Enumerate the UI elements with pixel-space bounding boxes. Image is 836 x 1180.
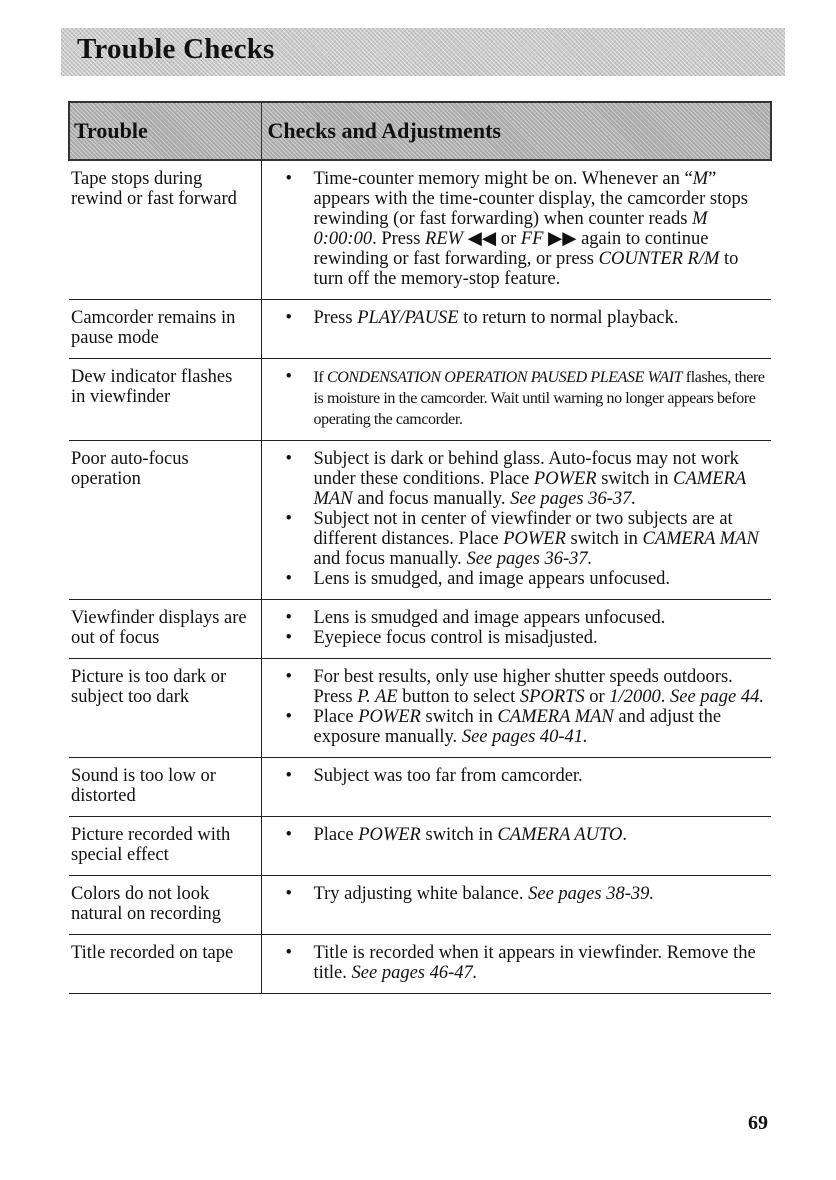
checks-list [262, 608, 768, 648]
check-item [262, 449, 768, 509]
check-text: PLAY/PAUSE [357, 308, 459, 328]
table-row [69, 600, 771, 659]
check-text: M [692, 169, 709, 189]
check-text: to turn off the memory-stop feature. [313, 249, 739, 289]
check-text: See pages 40-41. [461, 727, 588, 747]
trouble-cell: Sound is too low or distorted [69, 758, 261, 817]
check-text: If [313, 369, 327, 386]
check-item [262, 608, 768, 628]
check-text: . [622, 825, 627, 845]
check-text: or [584, 687, 610, 707]
check-text: POWER [358, 707, 421, 727]
checks-cell [261, 359, 771, 441]
check-text: 1/2000 [609, 687, 661, 707]
table-row [69, 359, 771, 441]
checks-cell [261, 300, 771, 359]
checks-list [262, 884, 768, 904]
check-text: See pages 46-47. [351, 963, 478, 983]
check-text: ▶▶ again to continue rewinding or fast forwarding, or press [313, 229, 709, 269]
checks-cell [261, 659, 771, 758]
check-text: CONDENSATION OPERATION PAUSED PLEASE WAIT [326, 369, 683, 386]
check-text: Try adjusting white balance. [313, 884, 529, 904]
table-row [69, 441, 771, 600]
check-text: Subject was too far from camcorder. [313, 766, 583, 786]
trouble-cell: Poor auto-focus operation [69, 441, 261, 600]
trouble-cell: Viewfinder displays are out of focus [69, 600, 261, 659]
check-item [262, 628, 768, 648]
trouble-cell: Picture is too dark or subject too dark [69, 659, 261, 758]
check-item [262, 169, 768, 289]
check-text: SPORTS [519, 687, 585, 707]
check-text: CAMERA MAN [642, 529, 759, 549]
checks-list [262, 825, 768, 845]
check-text: ◀◀ or [463, 229, 521, 249]
check-text: CAMERA MAN [313, 469, 746, 509]
check-item [262, 943, 768, 983]
table-header-row [69, 102, 771, 160]
check-item [262, 509, 768, 569]
check-text: FF [520, 229, 544, 249]
check-text: POWER [533, 469, 597, 489]
check-text: M 0:00:00 [313, 209, 708, 249]
check-text: COUNTER R/M [598, 249, 720, 269]
check-item [262, 707, 768, 747]
checks-list [262, 449, 768, 589]
check-item [262, 825, 768, 845]
check-text: and focus manually. [313, 549, 467, 569]
check-text: and adjust the exposure manually. [313, 707, 722, 747]
table-row [69, 300, 771, 359]
table-row [69, 659, 771, 758]
check-text: . Press [372, 229, 426, 249]
check-text: Place [313, 707, 359, 727]
check-text: POWER [503, 529, 566, 549]
table-row [69, 935, 771, 994]
check-text: Title is recorded when it appears in viewfinder. Remove the title. [313, 943, 756, 983]
check-item [262, 884, 768, 904]
check-text: . [660, 687, 670, 707]
check-text: switch in [596, 469, 674, 489]
check-text: Lens is smudged, and image appears unfocused. [313, 569, 671, 589]
check-item [262, 308, 768, 328]
check-item [262, 367, 768, 430]
check-text: POWER [358, 825, 421, 845]
checks-cell [261, 876, 771, 935]
check-item [262, 667, 768, 707]
table-row [69, 876, 771, 935]
check-text: Place [313, 825, 359, 845]
check-text: REW [425, 229, 464, 249]
page-banner [61, 28, 785, 76]
checks-list [262, 766, 768, 786]
trouble-cell: Camcorder remains in pause mode [69, 300, 261, 359]
check-text: switch in [420, 825, 498, 845]
checks-cell [261, 160, 771, 300]
checks-list [262, 308, 768, 328]
check-text: See pages 36-37. [510, 489, 636, 509]
checks-list [262, 169, 768, 289]
page-number: 69 [748, 1112, 768, 1134]
check-item [262, 569, 768, 589]
checks-cell [261, 817, 771, 876]
checks-cell [261, 441, 771, 600]
check-text: See page 44. [669, 687, 764, 707]
check-text: P. AE [357, 687, 398, 707]
check-text: ” appears with the time-counter display, the camcorder stops rewinding (or fast forwarding) when counter reads [313, 169, 748, 229]
checks-cell [261, 758, 771, 817]
trouble-cell: Dew indicator flashes in viewfinder [69, 359, 261, 441]
trouble-cell: Tape stops during rewind or fast forward [69, 160, 261, 300]
checks-list [262, 943, 768, 983]
check-text: Press [313, 308, 358, 328]
table-row [69, 817, 771, 876]
check-text: Time-counter memory might be on. Whenever an “ [313, 169, 693, 189]
check-text: switch in [420, 707, 498, 727]
checks-list [262, 367, 768, 430]
check-text: switch in [565, 529, 643, 549]
checks-list [262, 667, 768, 747]
trouble-cell: Colors do not look natural on recording [69, 876, 261, 935]
header-trouble: Trouble [69, 102, 261, 160]
check-text: and focus manually. [352, 489, 511, 509]
table-row [69, 758, 771, 817]
trouble-cell: Picture recorded with special effect [69, 817, 261, 876]
check-text: See pages 38-39. [528, 884, 654, 904]
check-item [262, 766, 768, 786]
check-text: button to select [397, 687, 520, 707]
page-title: Trouble Checks [77, 33, 275, 65]
checks-cell [261, 600, 771, 659]
check-text: flashes, there is moisture in the camcorder. Wait until warning no longer appears before operating the camcorder. [313, 369, 765, 428]
check-text: Subject is dark or behind glass. Auto-focus may not work under these conditions. Place [313, 449, 739, 489]
check-text: Subject not in center of viewfinder or two subjects are at different distances. Place [313, 509, 733, 549]
check-text: Lens is smudged and image appears unfocused. [313, 608, 666, 628]
check-text: For best results, only use higher shutter speeds outdoors. Press [313, 667, 733, 707]
check-text: Eyepiece focus control is misadjusted. [313, 628, 598, 648]
header-checks: Checks and Adjustments [261, 102, 771, 160]
check-text: CAMERA MAN [497, 707, 614, 727]
trouble-checks-table [68, 101, 772, 994]
check-text: CAMERA AUTO [497, 825, 623, 845]
table-row [69, 160, 771, 300]
trouble-cell: Title recorded on tape [69, 935, 261, 994]
checks-cell [261, 935, 771, 994]
check-text: to return to normal playback. [458, 308, 679, 328]
check-text: See pages 36-37. [466, 549, 593, 569]
